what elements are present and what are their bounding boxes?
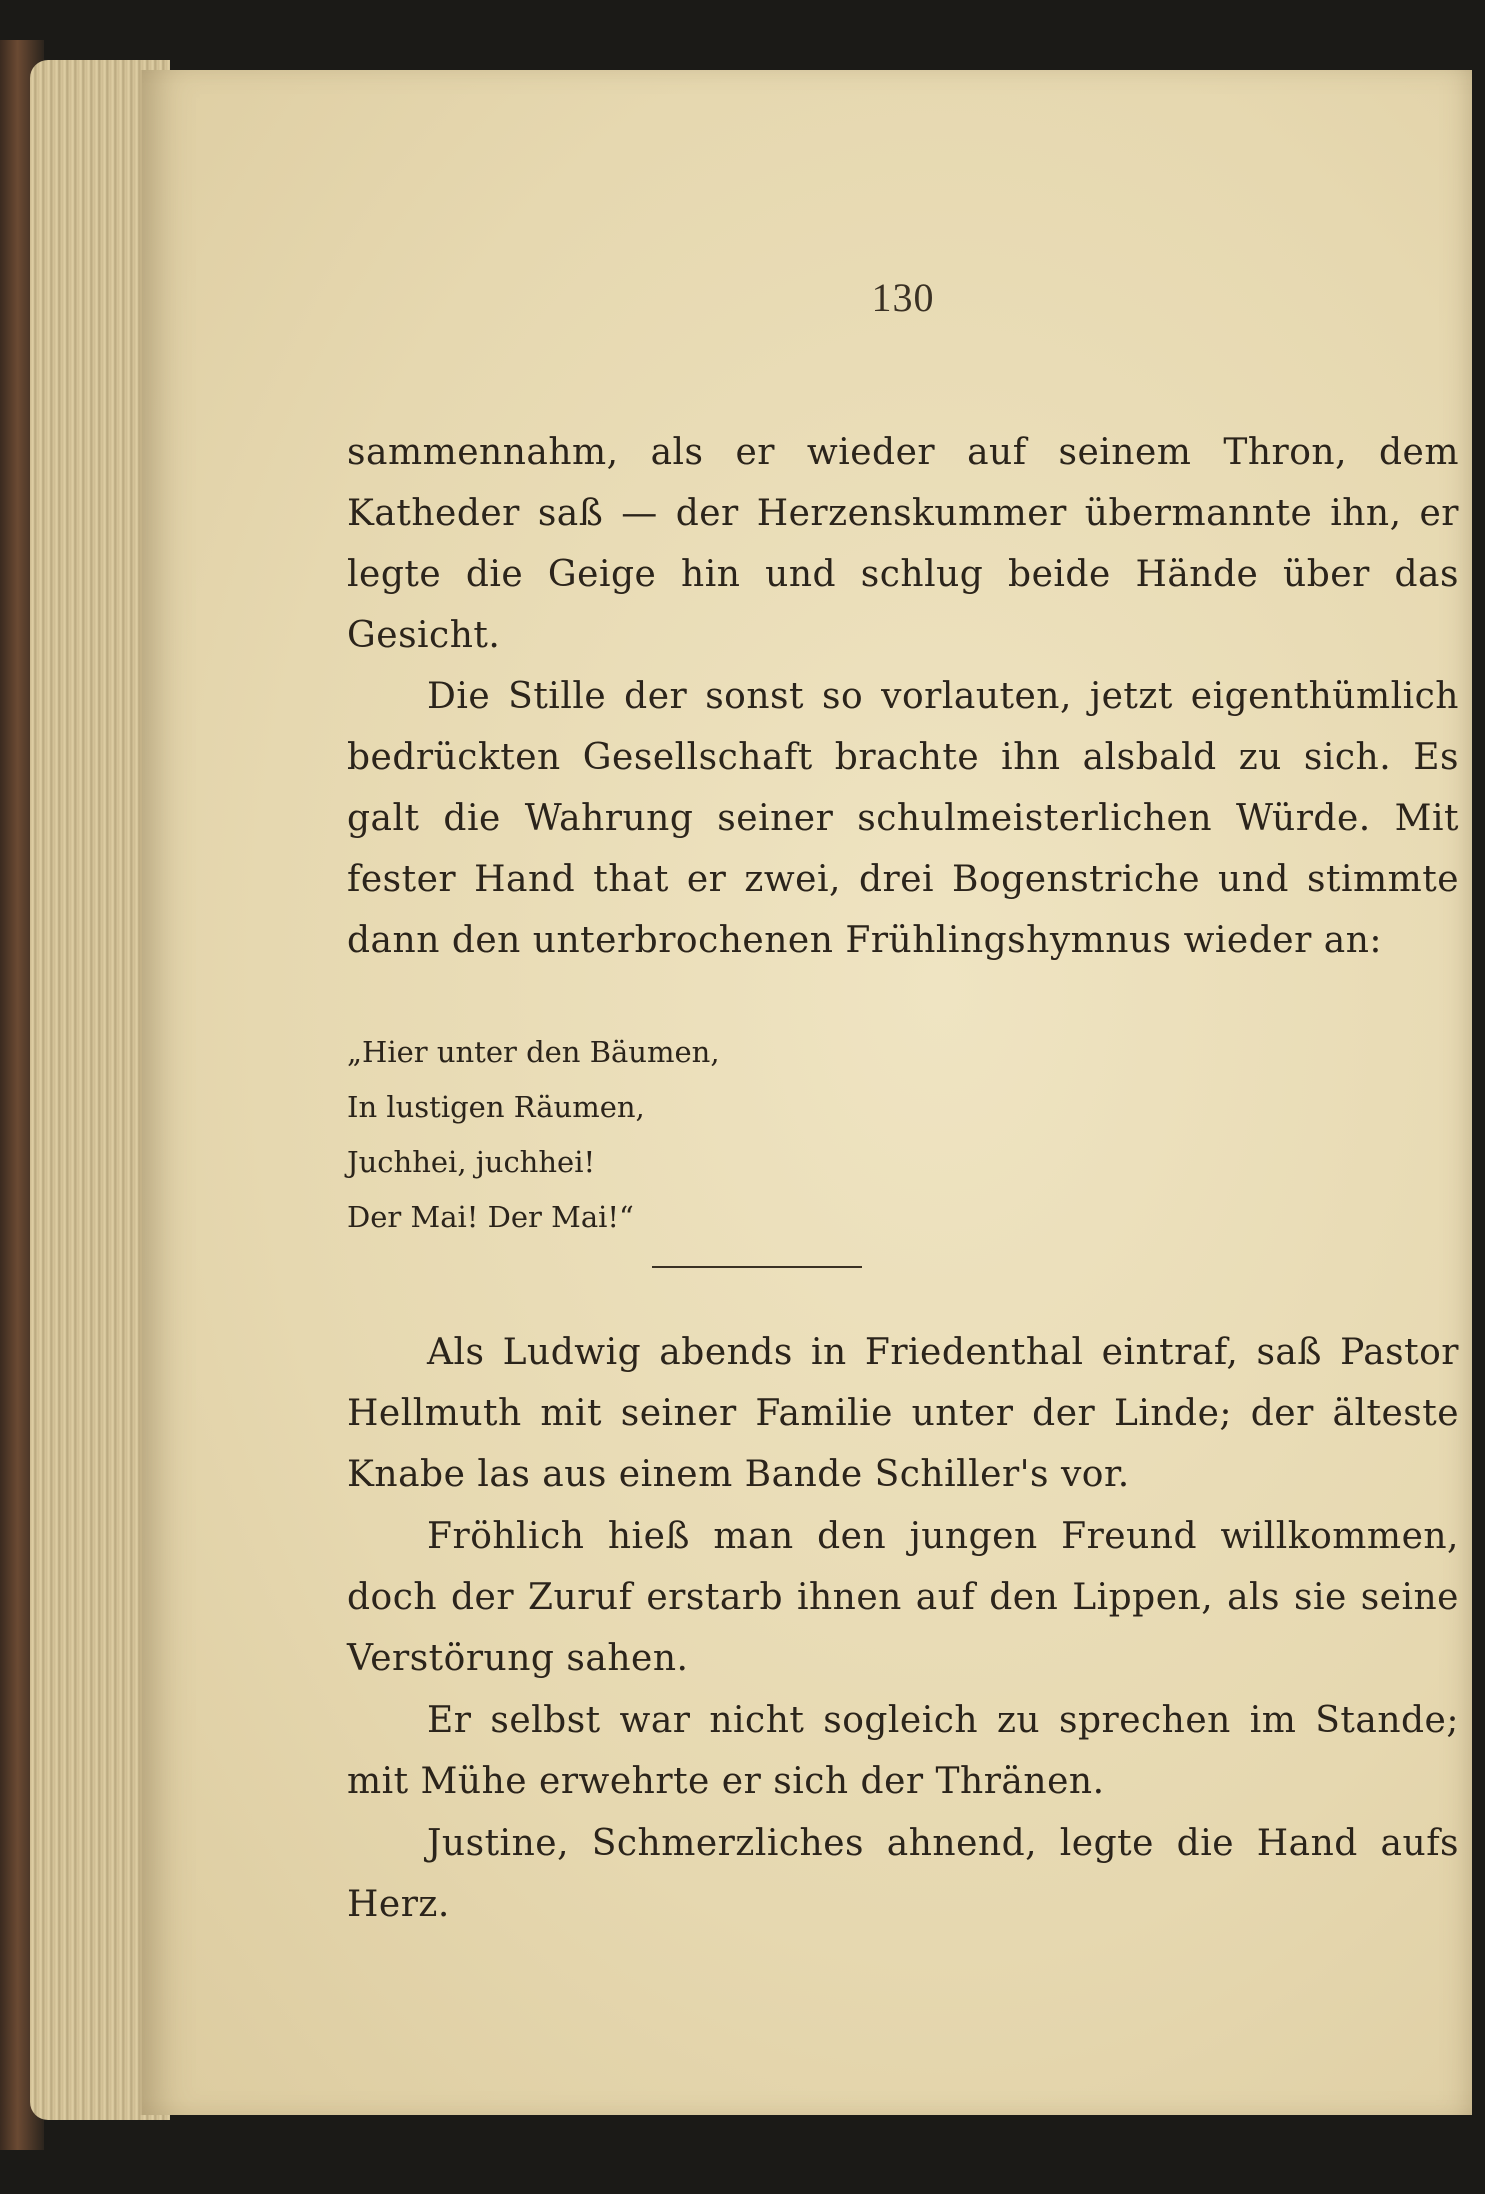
paragraph: sammennahm, als er wieder auf seinem Thron, dem Katheder saß — der Herzenskummer übermannte ihn, er legte die Geige hin und schlug beide Hände über das Gesicht. <box>347 432 1459 656</box>
section-divider <box>652 1266 862 1268</box>
verse-line: Juchhei, juchhei! <box>347 1145 596 1179</box>
verse-line: In lustigen Räumen, <box>347 1090 645 1124</box>
verse-line: Der Mai! Der Mai!“ <box>347 1200 634 1234</box>
paragraph: Justine, Schmerzliches ahnend, legte die Hand aufs Herz. <box>347 1823 1459 1925</box>
paragraph: Als Ludwig abends in Friedenthal eintraf, saß Pastor Hellmuth mit seiner Familie unter der Linde; der älteste Knabe las aus einem Bande Schiller's vor. <box>347 1332 1459 1495</box>
paragraph: Die Stille der sonst so vorlauten, jetzt eigenthümlich bedrückten Gesellschaft brachte ihn alsbald zu sich. Es galt die Wahrung seiner schulmeisterlichen Würde. Mit fester Hand that er zwei, drei Bogenstriche und stimmte dann den unterbrochenen Frühlingshymnus wieder an: <box>347 676 1459 961</box>
verse-line: „Hier unter den Bäumen, <box>347 1035 720 1069</box>
verse-block <box>347 1025 947 1245</box>
page-number: 130 <box>871 275 935 320</box>
paragraph: Er selbst war nicht sogleich zu sprechen im Stande; mit Mühe erwehrte er sich der Thränen. <box>347 1700 1459 1802</box>
paragraph: Fröhlich hieß man den jungen Freund willkommen, doch der Zuruf erstarb ihnen auf den Lippen, als sie seine Verstörung sahen. <box>347 1516 1459 1679</box>
book-page <box>140 70 1472 2115</box>
